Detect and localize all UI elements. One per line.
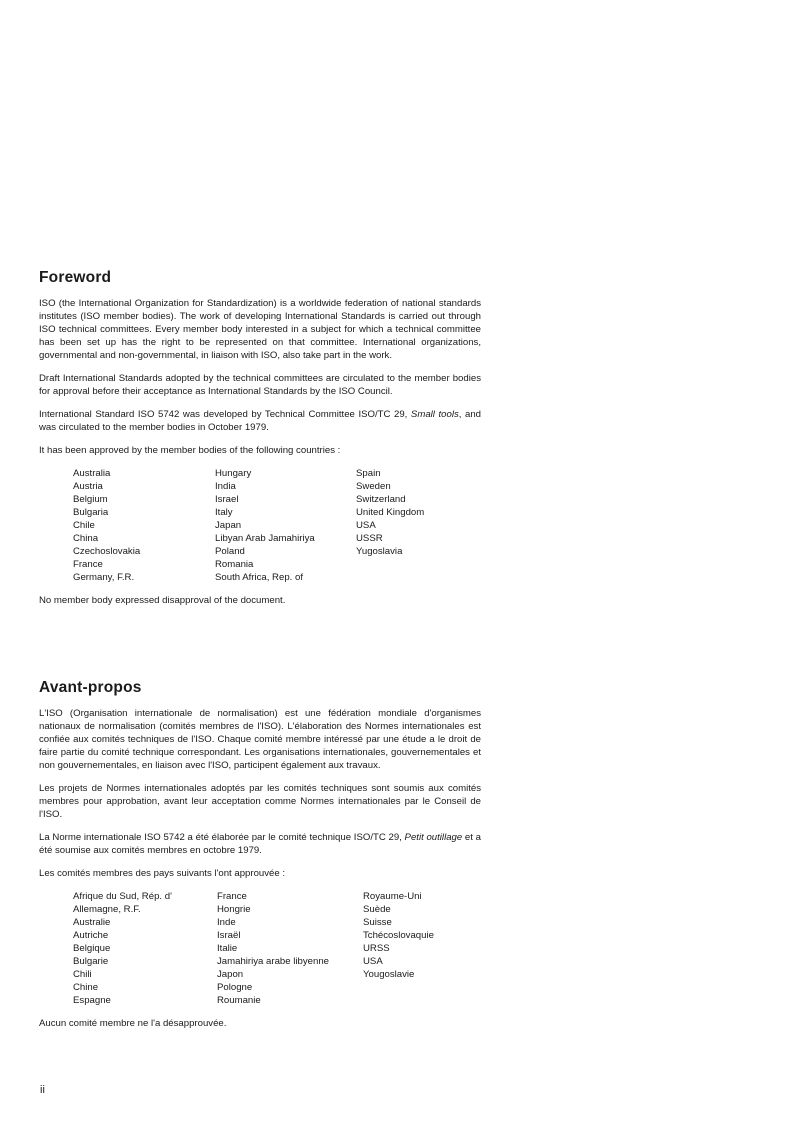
country-item: Hongrie <box>217 904 251 915</box>
country-item: Inde <box>217 917 236 928</box>
foreword-committee-title: Small tools <box>410 409 459 420</box>
country-item: India <box>215 481 236 492</box>
country-item: Yugoslavia <box>356 546 403 557</box>
country-item: Suède <box>363 904 391 915</box>
country-item: Roumanie <box>217 995 261 1006</box>
country-item: Sweden <box>356 481 391 492</box>
country-item: Bulgaria <box>73 507 109 518</box>
country-item: Austria <box>73 481 103 492</box>
country-item: Suisse <box>363 917 392 928</box>
country-item: Royaume-Uni <box>363 891 422 902</box>
avant-propos-para-3-text: La Norme internationale ISO 5742 a été élaborée par le comité technique ISO/TC 29, <box>39 832 405 843</box>
avant-propos-section <box>39 679 481 1040</box>
country-item: Switzerland <box>356 494 406 505</box>
avant-propos-para-3 <box>39 831 481 857</box>
country-item: South Africa, Rep. of <box>215 572 303 583</box>
avant-propos-title: Avant-propos <box>39 679 142 696</box>
avant-propos-para-4: Les comités membres des pays suivants l'ont approuvée : <box>39 868 286 879</box>
foreword-title: Foreword <box>39 269 112 286</box>
country-item: Autriche <box>73 930 109 941</box>
country-item: Chili <box>73 969 92 980</box>
country-item: Bulgarie <box>73 956 109 967</box>
country-item: Germany, F.R. <box>73 572 135 583</box>
country-item: Chine <box>73 982 99 993</box>
country-item: Japan <box>215 520 242 531</box>
country-column <box>356 467 424 584</box>
country-item: United Kingdom <box>356 507 425 518</box>
country-item: USA <box>363 956 383 967</box>
country-column <box>73 890 217 1007</box>
country-column <box>217 890 363 1007</box>
country-column <box>363 890 434 1007</box>
country-item: Tchécoslovaquie <box>363 930 434 941</box>
country-item: Poland <box>215 546 245 557</box>
country-item: Australie <box>73 917 111 928</box>
country-item: France <box>217 891 247 902</box>
country-item: Italie <box>217 943 238 954</box>
country-item: Yougoslavie <box>363 969 415 980</box>
country-item: China <box>73 533 99 544</box>
foreword-para-3-end: , and was circulated to the member bodies in October 1979. <box>39 409 481 433</box>
country-item: Espagne <box>73 995 111 1006</box>
country-column <box>73 467 215 584</box>
country-item: France <box>73 559 103 570</box>
foreword-country-list <box>73 467 481 584</box>
country-item: Romania <box>215 559 254 570</box>
foreword-para-3 <box>39 408 481 434</box>
foreword-para-4: It has been approved by the member bodies of the following countries : <box>39 445 341 456</box>
avant-propos-para-2: Les projets de Normes internationales adoptés par les comités techniques sont soumis aux comités membres pour approbation, avant leur acceptation comme Normes internationales par le Conseil de l'ISO. <box>39 783 481 820</box>
country-item: Afrique du Sud, Rép. d' <box>73 891 172 902</box>
page-number: ii <box>40 1084 45 1096</box>
foreword-para-2: Draft International Standards adopted by the technical committees are circulated to the member bodies for approval before their acceptance as International Standards by the ISO Council. <box>39 373 481 397</box>
country-item: Pologne <box>217 982 253 993</box>
avant-propos-para-3-end: et a été soumise aux comités membres en octobre 1979. <box>39 832 481 856</box>
avant-propos-para-1: L'ISO (Organisation internationale de normalisation) est une fédération mondiale d'organismes nationaux de normalisation (comités membres de l'ISO). L'élaboration des Normes internationales est confiée aux comités techniques de l'ISO. Chaque comité membre intéressé par une étude a le droit de faire partie du comité technique correspondant. Les organisations internationales, gouvernementales et non gouvernementales, en liaison avec l'ISO, participent également aux travaux. <box>39 708 481 771</box>
country-item: Belgique <box>73 943 111 954</box>
country-item: Czechoslovakia <box>73 546 141 557</box>
country-item: Australia <box>73 468 111 479</box>
foreword-section <box>39 269 481 617</box>
country-column <box>215 467 356 584</box>
avant-propos-committee-title: Petit outillage <box>404 832 463 843</box>
avant-propos-country-list <box>73 890 481 1007</box>
country-item: Hungary <box>215 468 252 479</box>
foreword-para-3-text: International Standard ISO 5742 was developed by Technical Committee ISO/TC 29, <box>39 409 411 420</box>
country-item: Italy <box>215 507 233 518</box>
country-item: Chile <box>73 520 95 531</box>
country-item: Japon <box>217 969 244 980</box>
country-item: Libyan Arab Jamahiriya <box>215 533 315 544</box>
country-item: Israël <box>217 930 241 941</box>
country-item: Spain <box>356 468 381 479</box>
country-item: Israel <box>215 494 239 505</box>
country-item: USSR <box>356 533 383 544</box>
country-item: Allemagne, R.F. <box>73 904 141 915</box>
foreword-para-1: ISO (the International Organization for Standardization) is a worldwide federation of national standards institutes (ISO member bodies). The work of developing International Standards is carried out through ISO technical committees. Every member body interested in a subject for which a technical committee has been set up has the right to be represented on that committee. International organizations, governmental and non-governmental, in liaison with ISO, also take part in the work. <box>39 298 481 361</box>
country-item: Belgium <box>73 494 108 505</box>
foreword-para-5: No member body expressed disapproval of the document. <box>39 595 286 606</box>
country-item: USA <box>356 520 376 531</box>
avant-propos-para-5: Aucun comité membre ne l'a désapprouvée. <box>39 1018 227 1029</box>
country-item: Jamahiriya arabe libyenne <box>217 956 329 967</box>
country-item: URSS <box>363 943 390 954</box>
